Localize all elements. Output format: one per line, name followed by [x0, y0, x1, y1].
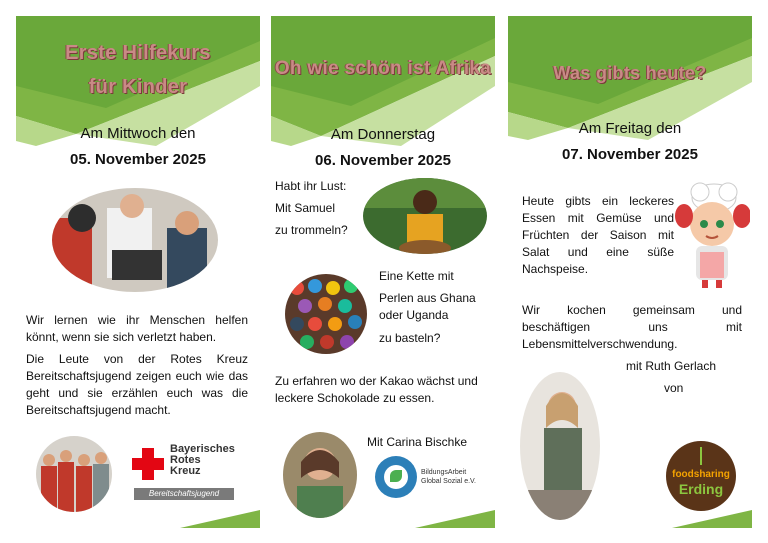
text-line-3: zu trommeln? [275, 223, 348, 237]
brk-logo [132, 444, 252, 514]
samuel-drumming-photo [363, 178, 487, 254]
date-label: 07. November 2025 [562, 146, 698, 163]
panel-africa [271, 16, 495, 528]
ruth-photo [520, 372, 600, 520]
corner-bar [652, 510, 752, 528]
text-line-2: Mit Samuel [275, 201, 336, 215]
text-line-1: Habt ihr Lust: [275, 179, 347, 193]
day-label: Am Donnerstag [330, 126, 436, 143]
day-label: Am Mittwoch den [80, 125, 196, 142]
date-label: 05. November 2025 [70, 151, 206, 168]
with-carina: Mit Carina Bischke [367, 435, 468, 449]
paragraph-1: Wir lernen wie ihr Menschen helfen könnt, wenn sie sich verletzt haben. [26, 313, 248, 344]
date-label: 06. November 2025 [315, 152, 451, 169]
panel-first-aid [16, 16, 260, 528]
red-cross-icon [132, 448, 164, 480]
title-line-1: Erste Hilfekurs [65, 42, 211, 64]
von-label: von [664, 381, 684, 395]
paragraph-2: Wir kochen gemeinsam und beschäftigen uns mit Lebensmittelverschwendung. [522, 303, 742, 351]
bildungsarbeit-logo [375, 456, 485, 500]
beads-line-2: Perlen aus Ghana oder Uganda [379, 291, 476, 322]
paragraph-1: Heute gibts ein leckeres Essen mit Gemüse und Früchten der Saison mit Salat und eine süße Nachspeise. [522, 194, 674, 276]
paragraph-2: Die Leute von der Rotes Kreuz Bereitschaftsjugend zeigen euch wie das geht und sie erzählen euch was die Bereitschaftsjugend macht. [26, 352, 248, 417]
corner-bar [160, 510, 260, 528]
with-ruth: mit Ruth Gerlach [626, 359, 717, 373]
panel-cooking [508, 16, 752, 528]
beads-line-3: zu basteln? [379, 331, 441, 345]
title: Oh wie schön ist Afrika [274, 58, 492, 79]
logo-top: foodsharing [672, 469, 730, 480]
cocoa-text: Zu erfahren wo der Kakao wächst und leckere Schokolade zu essen. [275, 374, 478, 405]
logo-line-3: Kreuz [170, 465, 201, 477]
logo-line-1: BildungsArbeit [421, 469, 467, 476]
chef-girl-icon [674, 176, 750, 288]
foodsharing-logo [666, 441, 736, 511]
logo-bar: Bereitschaftsjugend [134, 488, 234, 500]
logo-line-1: Bayerisches [170, 443, 235, 455]
group-photo [36, 436, 112, 512]
title-line-2: für Kinder [88, 76, 188, 98]
carina-photo [283, 432, 357, 518]
day-label: Am Freitag den [578, 120, 682, 137]
beads-photo [285, 274, 367, 354]
logo-line-2: Rotes [170, 454, 201, 466]
globe-icon [375, 456, 417, 498]
corner-bar [395, 510, 495, 528]
first-aid-kids-photo [52, 188, 218, 292]
beads-line-1: Eine Kette mit [379, 269, 454, 283]
logo-bottom: Erding [678, 481, 724, 497]
title: Was gibts heute? [553, 63, 707, 83]
logo-line-2: Global Sozial e.V. [421, 478, 476, 485]
